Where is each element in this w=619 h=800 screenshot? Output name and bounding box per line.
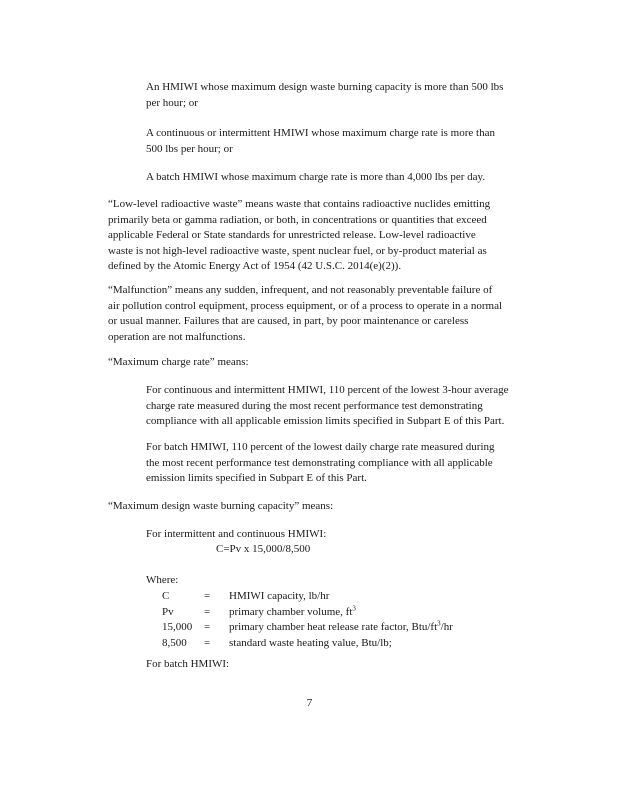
list-item: A continuous or intermittent HMIWI whose maximum charge rate is more than 500 lbs per hour; or	[146, 127, 495, 155]
where-row-15000: 15,000 = primary chamber heat release rate factor, Btu/$ft^3/hr$	[162, 619, 453, 633]
where-row-8500: 8,500 = standard waste heating value, Btu/lb;	[162, 636, 392, 649]
where-variable-table	[162, 589, 453, 651]
intermittent-continuous-heading: For intermittent and continuous HMIWI:	[146, 528, 327, 540]
where-row-c: C = HMIWI capacity, lb/hr	[162, 590, 330, 602]
maximum-charge-rate-batch: For batch HMIWI, 110 percent of the lowest daily charge rate measured during the most recent performance test demonstrating compliance with all applicable emission limits specified in Subpart E of this Part.	[146, 441, 495, 484]
page-number: 7	[306, 697, 313, 709]
definition-low-level-radioactive-waste: “Low-level radioactive waste” means waste that contains radioactive nuclides emitting primarily beta or gamma radiation, or both, in concentrations or quantities that exceed applicable Federal or State standards for unrestricted release. Low-level radioactive waste is not high-level radioactive waste, spent nuclear fuel, or by-product material as defined by the Atomic Energy Act of 1954 (42 U.S.C. 2014(e)(2)).	[108, 198, 491, 272]
capacity-formula: C=Pv x 15,000/8,500	[216, 543, 311, 555]
list-item: A batch HMIWI whose maximum charge rate is more than 4,000 lbs per day.	[146, 171, 486, 183]
maximum-charge-rate-continuous: For continuous and intermittent HMIWI, 110 percent of the lowest 3-hour average charge rate measured during the most recent performance test demonstrating compliance with all applicable emission limits specified in Subpart E of this Part.	[146, 384, 509, 427]
where-label: Where:	[146, 574, 179, 586]
definition-maximum-design-capacity-heading: “Maximum design waste burning capacity” means:	[108, 500, 334, 512]
where-row-pv: Pv = primary chamber volume, $ft^3$	[162, 603, 356, 618]
definition-maximum-charge-rate-heading: “Maximum charge rate” means:	[108, 356, 249, 368]
definition-malfunction: “Malfunction” means any sudden, infrequent, and not reasonably preventable failure of air pollution control equipment, process equipment, or of a process to operate in a normal or usual manner. Failures that are caused, in part, by poor maintenance or careless operation are not malfunctions.	[108, 284, 503, 343]
list-item: An HMIWI whose maximum design waste burning capacity is more than 500 lbs per hour; or	[146, 81, 504, 109]
batch-heading: For batch HMIWI:	[146, 658, 230, 670]
